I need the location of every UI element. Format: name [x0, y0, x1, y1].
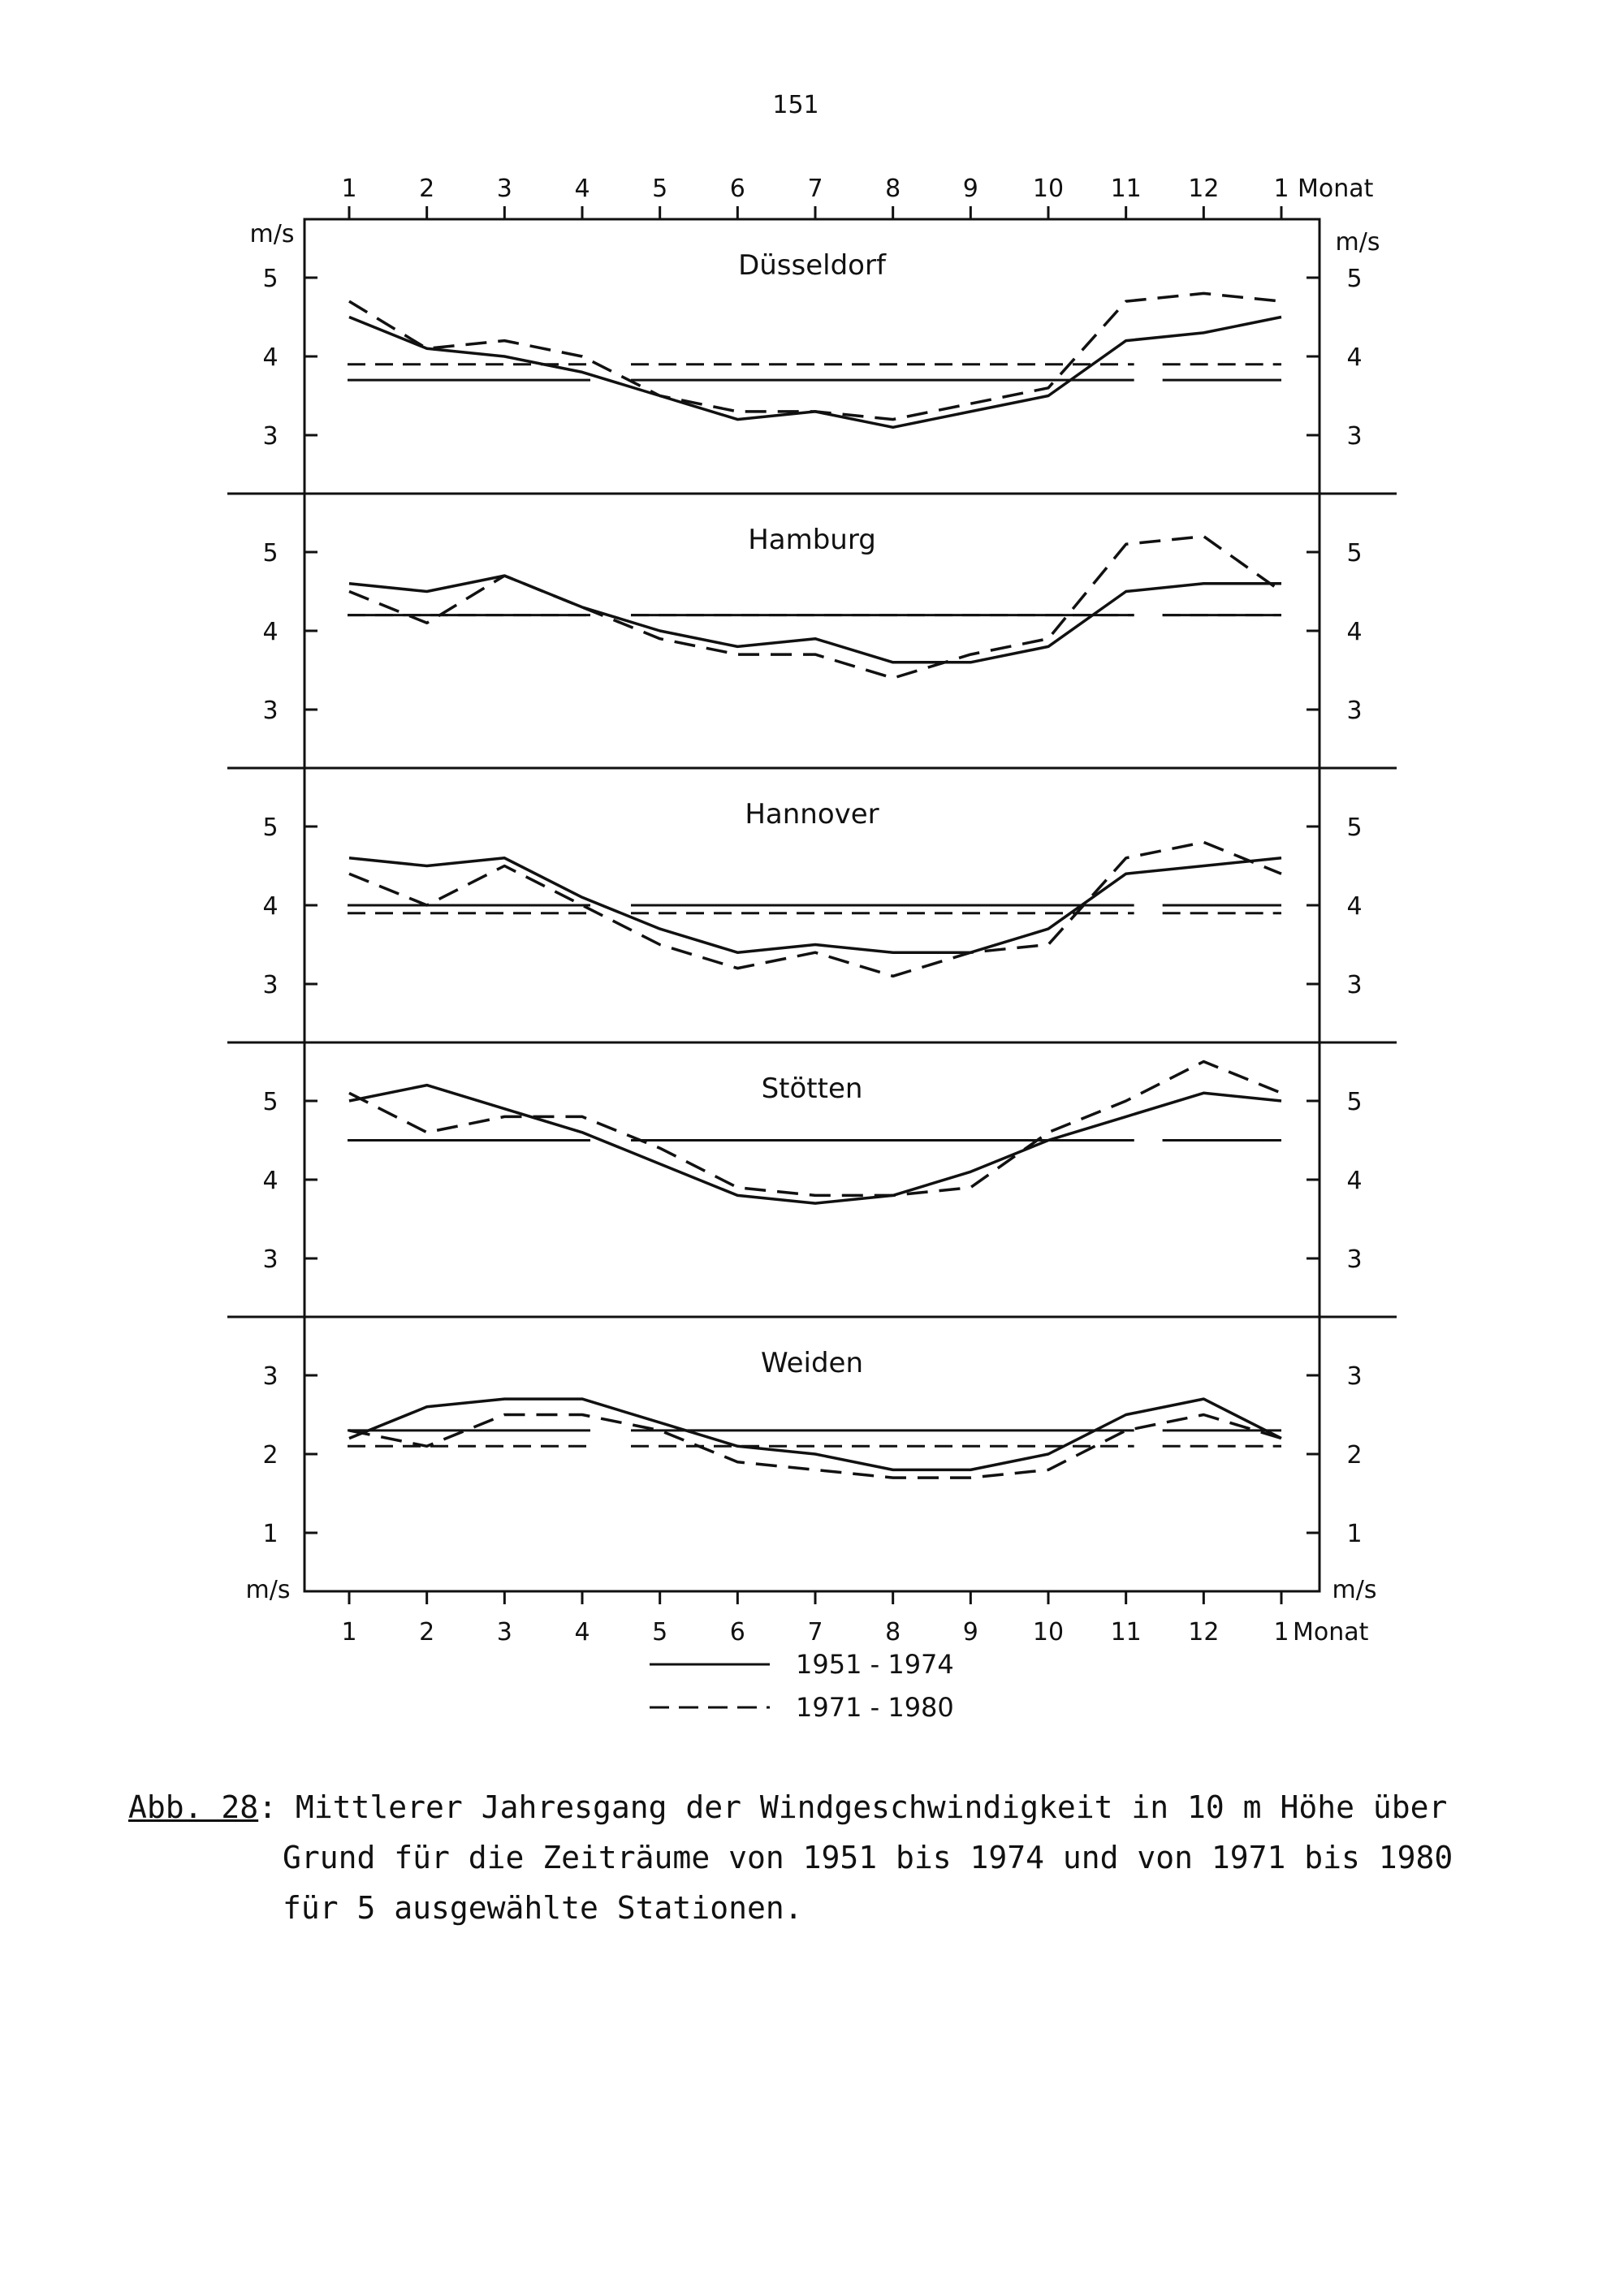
y-tick-label: 4: [262, 618, 279, 646]
y-tick-label: 2: [1346, 1441, 1363, 1470]
y-tick-label: 4: [262, 1167, 279, 1195]
month-tick-label: 2: [419, 1618, 435, 1646]
month-tick-label: 1: [1273, 1618, 1289, 1646]
y-tick-label: 3: [1346, 697, 1363, 725]
x-axis-label: Monat: [1293, 1618, 1369, 1646]
y-tick-label: 5: [1346, 814, 1363, 842]
y-tick-label: 3: [262, 697, 279, 725]
caption-label: Abb. 28: [128, 1789, 259, 1825]
caption-line-3: für 5 ausgewählte Stationen.: [283, 1890, 803, 1926]
y-tick-label: 3: [262, 971, 279, 999]
figure-caption: [128, 1782, 1453, 1933]
series-line-1951-1974: [349, 576, 1281, 662]
panel-weiden: [262, 1347, 1362, 1548]
y-unit-label: m/s: [1332, 1576, 1377, 1604]
station-title: Weiden: [760, 1347, 864, 1379]
y-tick-label: 4: [1346, 618, 1363, 646]
y-tick-label: 4: [262, 892, 279, 921]
x-axis-label: Monat: [1298, 175, 1374, 203]
month-tick-label: 5: [652, 175, 668, 203]
y-tick-label: 4: [1346, 1167, 1363, 1195]
month-tick-label: 3: [496, 175, 512, 203]
month-tick-label: 3: [496, 1618, 512, 1646]
caption-text-1: : Mittlerer Jahresgang der Windgeschwindigkeit in 10 m Höhe über: [258, 1789, 1448, 1825]
month-tick-label: 10: [1032, 1618, 1065, 1646]
month-tick-label: 7: [807, 175, 823, 203]
y-tick-label: 5: [1346, 539, 1363, 568]
month-tick-label: 1: [341, 1618, 357, 1646]
station-title: Stötten: [761, 1072, 863, 1105]
month-tick-label: 7: [807, 1618, 823, 1646]
panel-dsseldorf: [262, 249, 1362, 451]
month-tick-label: 4: [574, 175, 590, 203]
panel-sttten: [262, 1062, 1362, 1275]
month-tick-label: 5: [652, 1618, 668, 1646]
y-unit-label: m/s: [1335, 228, 1380, 257]
station-title: Düsseldorf: [738, 249, 886, 282]
month-tick-label: 8: [885, 1618, 901, 1646]
y-tick-label: 5: [1346, 1088, 1363, 1116]
month-tick-label: 11: [1110, 175, 1142, 203]
y-tick-label: 5: [1346, 265, 1363, 293]
y-tick-label: 1: [1346, 1520, 1363, 1548]
page-number: 151: [772, 91, 819, 119]
series-line-1971-1980: [349, 537, 1281, 679]
month-tick-label: 6: [729, 175, 745, 203]
y-tick-label: 3: [1346, 971, 1363, 999]
legend-solid-label: 1951 - 1974: [796, 1649, 954, 1680]
panel-hannover: [262, 798, 1362, 999]
month-tick-label: 6: [729, 1618, 745, 1646]
month-tick-label: 1: [1273, 175, 1289, 203]
y-tick-label: 1: [262, 1520, 279, 1548]
month-tick-label: 4: [574, 1618, 590, 1646]
station-title: Hannover: [745, 798, 879, 831]
y-tick-label: 5: [262, 1088, 279, 1116]
y-tick-label: 5: [262, 265, 279, 293]
month-tick-label: 12: [1188, 175, 1220, 203]
month-tick-label: 9: [962, 1618, 978, 1646]
y-tick-label: 3: [1346, 1362, 1363, 1391]
legend-dashed-label: 1971 - 1980: [796, 1692, 954, 1723]
y-tick-label: 3: [262, 1245, 279, 1274]
y-tick-label: 5: [262, 814, 279, 842]
caption-line-2: Grund für die Zeiträume von 1951 bis 1974 und von 1971 bis 1980: [283, 1840, 1453, 1875]
y-tick-label: 3: [262, 1362, 279, 1391]
panel-hamburg: [262, 524, 1362, 725]
legend: [650, 1649, 954, 1723]
series-line-1971-1980: [349, 293, 1281, 419]
y-tick-label: 5: [262, 539, 279, 568]
month-tick-label: 8: [885, 175, 901, 203]
month-tick-label: 1: [341, 175, 357, 203]
top-month-axis: [341, 175, 1373, 219]
y-tick-label: 2: [262, 1441, 279, 1470]
month-tick-label: 12: [1188, 1618, 1220, 1646]
month-tick-label: 2: [419, 175, 435, 203]
y-tick-label: 3: [1346, 1245, 1363, 1274]
month-tick-label: 9: [962, 175, 978, 203]
month-tick-label: 10: [1032, 175, 1065, 203]
month-tick-label: 11: [1110, 1618, 1142, 1646]
y-tick-label: 4: [1346, 892, 1363, 921]
series-line-1971-1980: [349, 842, 1281, 976]
bottom-month-axis: [341, 1591, 1368, 1646]
y-tick-label: 4: [1346, 343, 1363, 372]
series-line-1951-1974: [349, 1399, 1281, 1470]
station-title: Hamburg: [748, 524, 876, 556]
y-unit-label: m/s: [245, 1576, 291, 1604]
y-tick-label: 3: [1346, 422, 1363, 451]
caption-line-1: [128, 1782, 1448, 1832]
y-tick-label: 4: [262, 343, 279, 372]
y-unit-label: m/s: [249, 220, 295, 248]
y-tick-label: 3: [262, 422, 279, 451]
